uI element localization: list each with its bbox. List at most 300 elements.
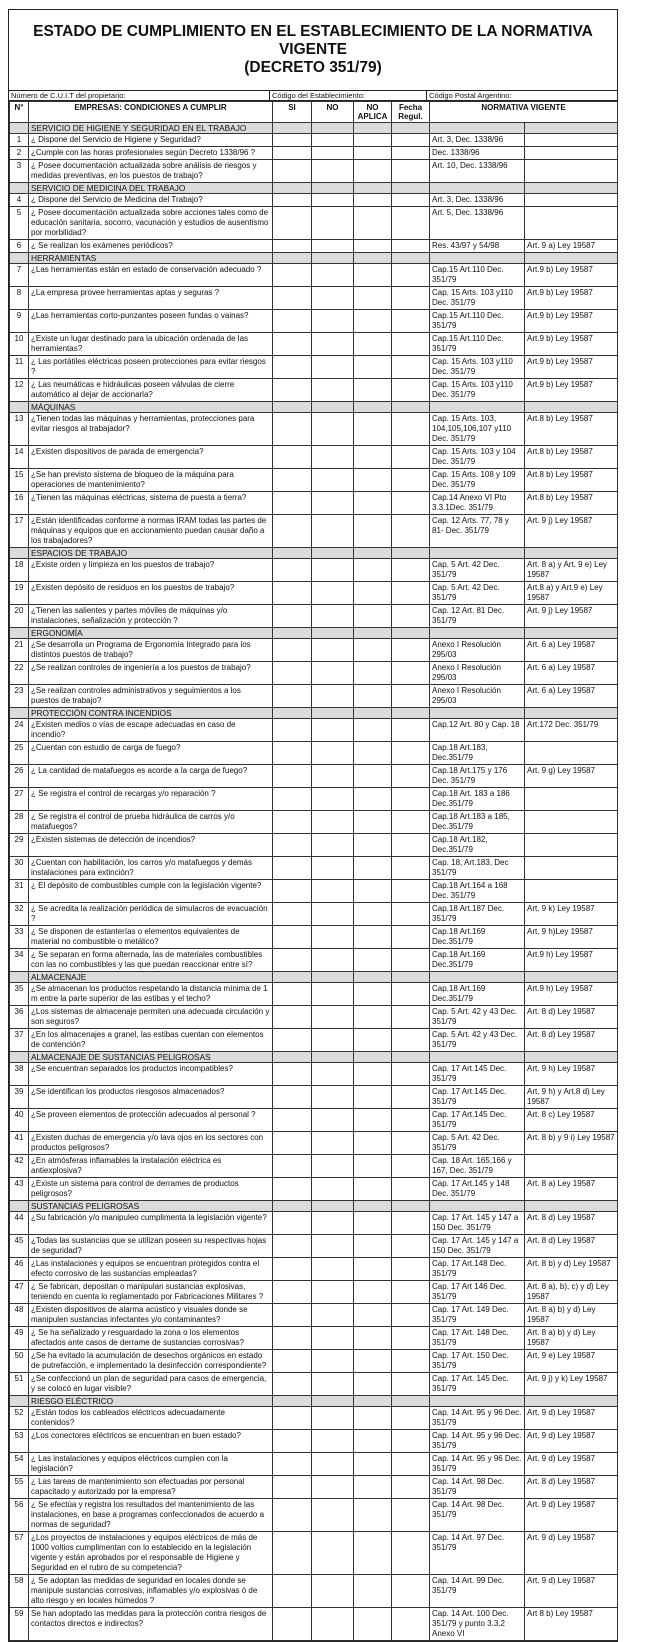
no-aplica-cell[interactable]	[354, 356, 392, 379]
no-cell[interactable]	[312, 1109, 354, 1132]
no-cell[interactable]	[312, 811, 354, 834]
no-cell[interactable]	[312, 1373, 354, 1396]
si-cell[interactable]	[273, 605, 312, 628]
item-number: 53	[10, 1430, 29, 1453]
si-cell[interactable]	[273, 1430, 312, 1453]
no-aplica-cell[interactable]	[354, 639, 392, 662]
si-cell[interactable]	[273, 926, 312, 949]
no-aplica-cell[interactable]	[354, 264, 392, 287]
si-cell[interactable]	[273, 1212, 312, 1235]
no-aplica-cell[interactable]	[354, 903, 392, 926]
no-cell[interactable]	[312, 834, 354, 857]
no-cell[interactable]	[312, 147, 354, 160]
no-aplica-cell[interactable]	[354, 685, 392, 708]
cuit-field-label: Número de C.U.I.T del propietario:	[9, 91, 270, 100]
no-aplica-cell[interactable]	[354, 147, 392, 160]
no-aplica-cell[interactable]	[354, 469, 392, 492]
no-cell[interactable]	[312, 582, 354, 605]
normativa-law: Art. 9 g) Ley 19587	[525, 765, 618, 788]
no-cell[interactable]	[312, 1155, 354, 1178]
fecha-regul-cell[interactable]	[392, 1327, 430, 1350]
no-cell[interactable]	[312, 903, 354, 926]
si-cell[interactable]	[273, 1086, 312, 1109]
no-cell[interactable]	[312, 207, 354, 240]
fecha-regul-cell[interactable]	[392, 1373, 430, 1396]
table-row	[10, 1006, 618, 1029]
no-cell[interactable]	[312, 1327, 354, 1350]
table-row	[10, 1178, 618, 1201]
fecha-regul-cell[interactable]	[392, 147, 430, 160]
no-aplica-cell[interactable]	[354, 310, 392, 333]
condition-question: ¿Cumple con las horas profesionales según Decreto 1338/96 ?	[29, 147, 273, 160]
no-cell[interactable]	[312, 413, 354, 446]
item-number: 7	[10, 264, 29, 287]
no-aplica-cell[interactable]	[354, 1407, 392, 1430]
fecha-regul-cell[interactable]	[392, 811, 430, 834]
no-cell[interactable]	[312, 1132, 354, 1155]
section-header-row	[10, 548, 618, 559]
normativa-decree: Cap. 17 Art. 149 Dec. 351/79	[430, 1304, 525, 1327]
si-cell[interactable]	[273, 811, 312, 834]
si-cell[interactable]	[273, 469, 312, 492]
no-aplica-cell[interactable]	[354, 333, 392, 356]
no-aplica-cell[interactable]	[354, 515, 392, 548]
no-aplica-cell[interactable]	[354, 1132, 392, 1155]
no-aplica-cell[interactable]	[354, 788, 392, 811]
si-cell[interactable]	[273, 1476, 312, 1499]
si-cell[interactable]	[273, 1235, 312, 1258]
fecha-regul-cell[interactable]	[392, 287, 430, 310]
table-row	[10, 639, 618, 662]
table-row	[10, 1350, 618, 1373]
normativa-law: Art. 8 c) Ley 19587	[525, 1109, 618, 1132]
si-cell[interactable]	[273, 356, 312, 379]
no-aplica-cell[interactable]	[354, 1499, 392, 1532]
no-cell[interactable]	[312, 1499, 354, 1532]
no-cell[interactable]	[312, 880, 354, 903]
no-aplica-cell[interactable]	[354, 1532, 392, 1575]
table-row	[10, 207, 618, 240]
no-aplica-cell[interactable]	[354, 1212, 392, 1235]
no-cell[interactable]	[312, 1350, 354, 1373]
table-row	[10, 147, 618, 160]
fecha-regul-cell[interactable]	[392, 1350, 430, 1373]
no-cell[interactable]	[312, 1430, 354, 1453]
fecha-regul-cell[interactable]	[392, 333, 430, 356]
table-row	[10, 1235, 618, 1258]
no-cell[interactable]	[312, 742, 354, 765]
fecha-regul-cell[interactable]	[392, 1608, 430, 1641]
no-aplica-cell[interactable]	[354, 1235, 392, 1258]
fecha-regul-cell[interactable]	[392, 949, 430, 972]
no-aplica-cell[interactable]	[354, 1608, 392, 1641]
si-cell[interactable]	[273, 685, 312, 708]
section-normativa-b-cell	[525, 253, 618, 264]
no-aplica-cell[interactable]	[354, 719, 392, 742]
fecha-regul-cell[interactable]	[392, 880, 430, 903]
fecha-regul-cell[interactable]	[392, 1029, 430, 1052]
si-cell[interactable]	[273, 582, 312, 605]
no-aplica-cell[interactable]	[354, 1327, 392, 1350]
fecha-regul-cell[interactable]	[392, 207, 430, 240]
normativa-law	[525, 811, 618, 834]
fecha-regul-cell[interactable]	[392, 685, 430, 708]
fecha-regul-cell[interactable]	[392, 903, 430, 926]
si-cell[interactable]	[273, 1258, 312, 1281]
fecha-regul-cell[interactable]	[392, 926, 430, 949]
no-cell[interactable]	[312, 1063, 354, 1086]
no-aplica-cell[interactable]	[354, 1063, 392, 1086]
section-header-row	[10, 123, 618, 134]
si-cell[interactable]	[273, 207, 312, 240]
si-cell[interactable]	[273, 949, 312, 972]
no-cell[interactable]	[312, 1235, 354, 1258]
fecha-regul-cell[interactable]	[392, 1499, 430, 1532]
item-number: 4	[10, 194, 29, 207]
no-aplica-cell[interactable]	[354, 662, 392, 685]
fecha-regul-cell[interactable]	[392, 742, 430, 765]
fecha-regul-cell[interactable]	[392, 264, 430, 287]
si-cell[interactable]	[273, 788, 312, 811]
no-cell[interactable]	[312, 926, 354, 949]
si-cell[interactable]	[273, 1281, 312, 1304]
si-cell[interactable]	[273, 147, 312, 160]
section-si-cell	[273, 628, 312, 639]
fecha-regul-cell[interactable]	[392, 1430, 430, 1453]
no-cell[interactable]	[312, 379, 354, 402]
normativa-law: Art. 9 d) Ley 19587	[525, 1532, 618, 1575]
item-number: 59	[10, 1608, 29, 1641]
item-number: 17	[10, 515, 29, 548]
si-cell[interactable]	[273, 1155, 312, 1178]
normativa-law: Art. 9 d) Ley 19587	[525, 1575, 618, 1608]
fecha-regul-cell[interactable]	[392, 1281, 430, 1304]
section-header-row	[10, 972, 618, 983]
no-aplica-cell[interactable]	[354, 811, 392, 834]
fecha-regul-cell[interactable]	[392, 446, 430, 469]
no-cell[interactable]	[312, 194, 354, 207]
no-cell[interactable]	[312, 1006, 354, 1029]
table-row	[10, 333, 618, 356]
fecha-regul-cell[interactable]	[392, 310, 430, 333]
normativa-law: Art. 8 d) Ley 19587	[525, 1006, 618, 1029]
condition-question: ¿Existen dispositivos de parada de emergencia?	[29, 446, 273, 469]
fecha-regul-cell[interactable]	[392, 379, 430, 402]
no-cell[interactable]	[312, 788, 354, 811]
normativa-decree: Cap. 15 Arts. 103 y110 Dec. 351/79	[430, 379, 525, 402]
no-aplica-cell[interactable]	[354, 582, 392, 605]
no-cell[interactable]	[312, 492, 354, 515]
no-aplica-cell[interactable]	[354, 413, 392, 446]
table-row	[10, 949, 618, 972]
no-cell[interactable]	[312, 1608, 354, 1641]
section-header-row	[10, 708, 618, 719]
fecha-regul-cell[interactable]	[392, 413, 430, 446]
si-cell[interactable]	[273, 1373, 312, 1396]
fecha-regul-cell[interactable]	[392, 1235, 430, 1258]
fecha-regul-cell[interactable]	[392, 240, 430, 253]
no-cell[interactable]	[312, 1453, 354, 1476]
no-aplica-cell[interactable]	[354, 983, 392, 1006]
section-normativa-b-cell	[525, 708, 618, 719]
no-aplica-cell[interactable]	[354, 765, 392, 788]
normativa-decree: Cap. 17 Art.145 Dec. 351/79	[430, 1109, 525, 1132]
no-aplica-cell[interactable]	[354, 446, 392, 469]
si-cell[interactable]	[273, 559, 312, 582]
si-cell[interactable]	[273, 1532, 312, 1575]
si-cell[interactable]	[273, 1453, 312, 1476]
no-aplica-cell[interactable]	[354, 492, 392, 515]
fecha-regul-cell[interactable]	[392, 1532, 430, 1575]
no-aplica-cell[interactable]	[354, 559, 392, 582]
normativa-decree: Anexo I Resolución 295/03	[430, 685, 525, 708]
no-cell[interactable]	[312, 949, 354, 972]
normativa-law	[525, 742, 618, 765]
document-title	[9, 10, 617, 91]
si-cell[interactable]	[273, 903, 312, 926]
fecha-regul-cell[interactable]	[392, 134, 430, 147]
no-cell[interactable]	[312, 1281, 354, 1304]
fecha-regul-cell[interactable]	[392, 1086, 430, 1109]
fecha-regul-cell[interactable]	[392, 1575, 430, 1608]
si-cell[interactable]	[273, 1029, 312, 1052]
section-no-aplica-cell	[354, 972, 392, 983]
no-cell[interactable]	[312, 1212, 354, 1235]
fecha-regul-cell[interactable]	[392, 662, 430, 685]
no-cell[interactable]	[312, 356, 354, 379]
normativa-law	[525, 147, 618, 160]
si-cell[interactable]	[273, 1063, 312, 1086]
si-cell[interactable]	[273, 1350, 312, 1373]
no-aplica-cell[interactable]	[354, 1109, 392, 1132]
no-cell[interactable]	[312, 264, 354, 287]
si-cell[interactable]	[273, 160, 312, 183]
fecha-regul-cell[interactable]	[392, 356, 430, 379]
section-normativa-a-cell	[430, 708, 525, 719]
condition-question: ¿ El depósito de combustibles cumple con la legislación vigente?	[29, 880, 273, 903]
fecha-regul-cell[interactable]	[392, 194, 430, 207]
fecha-regul-cell[interactable]	[392, 983, 430, 1006]
si-cell[interactable]	[273, 983, 312, 1006]
section-normativa-a-cell	[430, 972, 525, 983]
fecha-regul-cell[interactable]	[392, 469, 430, 492]
fecha-regul-cell[interactable]	[392, 582, 430, 605]
no-cell[interactable]	[312, 333, 354, 356]
no-aplica-cell[interactable]	[354, 1430, 392, 1453]
no-cell[interactable]	[312, 1532, 354, 1575]
item-number: 23	[10, 685, 29, 708]
fecha-regul-cell[interactable]	[392, 788, 430, 811]
condition-question: ¿Existen depósito de residuos en los puestos de trabajo?	[29, 582, 273, 605]
fecha-regul-cell[interactable]	[392, 1212, 430, 1235]
table-row	[10, 1476, 618, 1499]
no-aplica-cell[interactable]	[354, 1304, 392, 1327]
no-cell[interactable]	[312, 515, 354, 548]
fecha-regul-cell[interactable]	[392, 160, 430, 183]
no-aplica-cell[interactable]	[354, 1281, 392, 1304]
no-cell[interactable]	[312, 1029, 354, 1052]
no-cell[interactable]	[312, 240, 354, 253]
no-cell[interactable]	[312, 605, 354, 628]
no-aplica-cell[interactable]	[354, 287, 392, 310]
si-cell[interactable]	[273, 742, 312, 765]
no-aplica-cell[interactable]	[354, 379, 392, 402]
si-cell[interactable]	[273, 1178, 312, 1201]
no-cell[interactable]	[312, 1178, 354, 1201]
no-cell[interactable]	[312, 1407, 354, 1430]
no-aplica-cell[interactable]	[354, 742, 392, 765]
condition-question: ¿ Se fabrican, depositan o manipulan sustancias explosivas, teniendo en cuenta lo reglamentado por Fabricaciones Militares ?	[29, 1281, 273, 1304]
no-aplica-cell[interactable]	[354, 880, 392, 903]
no-cell[interactable]	[312, 1086, 354, 1109]
fecha-regul-cell[interactable]	[392, 1453, 430, 1476]
condition-question: ¿Los conectores eléctricos se encuentran en buen estado?	[29, 1430, 273, 1453]
item-number: 15	[10, 469, 29, 492]
fecha-regul-cell[interactable]	[392, 857, 430, 880]
si-cell[interactable]	[273, 1608, 312, 1641]
no-cell[interactable]	[312, 1304, 354, 1327]
si-cell[interactable]	[273, 492, 312, 515]
no-aplica-cell[interactable]	[354, 1086, 392, 1109]
no-aplica-cell[interactable]	[354, 1006, 392, 1029]
si-cell[interactable]	[273, 662, 312, 685]
fecha-regul-cell[interactable]	[392, 1178, 430, 1201]
no-aplica-cell[interactable]	[354, 160, 392, 183]
no-cell[interactable]	[312, 469, 354, 492]
si-cell[interactable]	[273, 1499, 312, 1532]
no-aplica-cell[interactable]	[354, 1258, 392, 1281]
si-cell[interactable]	[273, 413, 312, 446]
no-aplica-cell[interactable]	[354, 207, 392, 240]
no-aplica-cell[interactable]	[354, 1476, 392, 1499]
no-aplica-cell[interactable]	[354, 926, 392, 949]
fecha-regul-cell[interactable]	[392, 834, 430, 857]
fecha-regul-cell[interactable]	[392, 719, 430, 742]
normativa-law	[525, 834, 618, 857]
item-number: 39	[10, 1086, 29, 1109]
si-cell[interactable]	[273, 1132, 312, 1155]
no-aplica-cell[interactable]	[354, 1453, 392, 1476]
no-aplica-cell[interactable]	[354, 240, 392, 253]
no-aplica-cell[interactable]	[354, 1029, 392, 1052]
si-cell[interactable]	[273, 287, 312, 310]
si-cell[interactable]	[273, 1327, 312, 1350]
fecha-regul-cell[interactable]	[392, 1063, 430, 1086]
fecha-regul-cell[interactable]	[392, 639, 430, 662]
si-cell[interactable]	[273, 765, 312, 788]
si-cell[interactable]	[273, 1304, 312, 1327]
no-aplica-cell[interactable]	[354, 1373, 392, 1396]
si-cell[interactable]	[273, 194, 312, 207]
fecha-regul-cell[interactable]	[392, 492, 430, 515]
si-cell[interactable]	[273, 310, 312, 333]
no-cell[interactable]	[312, 719, 354, 742]
table-row	[10, 788, 618, 811]
no-aplica-cell[interactable]	[354, 1178, 392, 1201]
no-cell[interactable]	[312, 1476, 354, 1499]
si-cell[interactable]	[273, 639, 312, 662]
no-cell[interactable]	[312, 639, 354, 662]
section-normativa-a-cell	[430, 183, 525, 194]
si-cell[interactable]	[273, 1109, 312, 1132]
fecha-regul-cell[interactable]	[392, 1006, 430, 1029]
no-cell[interactable]	[312, 134, 354, 147]
no-cell[interactable]	[312, 160, 354, 183]
normativa-decree: Cap. 17 Art. 145 Dec. 351/79	[430, 1373, 525, 1396]
si-cell[interactable]	[273, 264, 312, 287]
fecha-regul-cell[interactable]	[392, 1132, 430, 1155]
fecha-regul-cell[interactable]	[392, 1407, 430, 1430]
no-aplica-cell[interactable]	[354, 605, 392, 628]
si-cell[interactable]	[273, 515, 312, 548]
no-cell[interactable]	[312, 857, 354, 880]
si-cell[interactable]	[273, 719, 312, 742]
no-cell[interactable]	[312, 446, 354, 469]
item-number: 12	[10, 379, 29, 402]
no-aplica-cell[interactable]	[354, 194, 392, 207]
fecha-regul-cell[interactable]	[392, 1155, 430, 1178]
no-aplica-cell[interactable]	[354, 857, 392, 880]
si-cell[interactable]	[273, 834, 312, 857]
item-number: 41	[10, 1132, 29, 1155]
no-aplica-cell[interactable]	[354, 134, 392, 147]
si-cell[interactable]	[273, 134, 312, 147]
fecha-regul-cell[interactable]	[392, 1304, 430, 1327]
no-aplica-cell[interactable]	[354, 834, 392, 857]
no-cell[interactable]	[312, 685, 354, 708]
no-aplica-cell[interactable]	[354, 1155, 392, 1178]
no-cell[interactable]	[312, 983, 354, 1006]
fecha-regul-cell[interactable]	[392, 515, 430, 548]
normativa-law: Art 8 b) Ley 19587	[525, 1608, 618, 1641]
si-cell[interactable]	[273, 333, 312, 356]
si-cell[interactable]	[273, 446, 312, 469]
si-cell[interactable]	[273, 379, 312, 402]
no-cell[interactable]	[312, 310, 354, 333]
si-cell[interactable]	[273, 857, 312, 880]
fecha-regul-cell[interactable]	[392, 1258, 430, 1281]
table-row	[10, 1086, 618, 1109]
si-cell[interactable]	[273, 880, 312, 903]
no-cell[interactable]	[312, 1575, 354, 1608]
no-aplica-cell[interactable]	[354, 1350, 392, 1373]
fecha-regul-cell[interactable]	[392, 605, 430, 628]
si-cell[interactable]	[273, 1006, 312, 1029]
establishment-code-label: Código del Establecimiento:	[270, 91, 427, 100]
normativa-law: Art. 6 a) Ley 19587	[525, 685, 618, 708]
normativa-decree: Art. 3, Dec. 1338/96	[430, 134, 525, 147]
si-cell[interactable]	[273, 1575, 312, 1608]
no-cell[interactable]	[312, 1258, 354, 1281]
fecha-regul-cell[interactable]	[392, 1109, 430, 1132]
normativa-decree: Cap. 15 Arts. 108 y 109 Dec. 351/79	[430, 469, 525, 492]
header-normativa: NORMATIVA VIGENTE	[430, 102, 618, 123]
no-cell[interactable]	[312, 559, 354, 582]
no-cell[interactable]	[312, 765, 354, 788]
si-cell[interactable]	[273, 240, 312, 253]
fecha-regul-cell[interactable]	[392, 559, 430, 582]
no-aplica-cell[interactable]	[354, 1575, 392, 1608]
no-cell[interactable]	[312, 662, 354, 685]
title-line-2: (DECRETO 351/79)	[244, 59, 382, 76]
no-aplica-cell[interactable]	[354, 949, 392, 972]
condition-question: ¿Tienen todas las máquinas y herramientas, protecciones para evitar riesgos al trabajador?	[29, 413, 273, 446]
no-cell[interactable]	[312, 287, 354, 310]
si-cell[interactable]	[273, 1407, 312, 1430]
fecha-regul-cell[interactable]	[392, 1476, 430, 1499]
fecha-regul-cell[interactable]	[392, 765, 430, 788]
header-si: SI	[273, 102, 312, 123]
